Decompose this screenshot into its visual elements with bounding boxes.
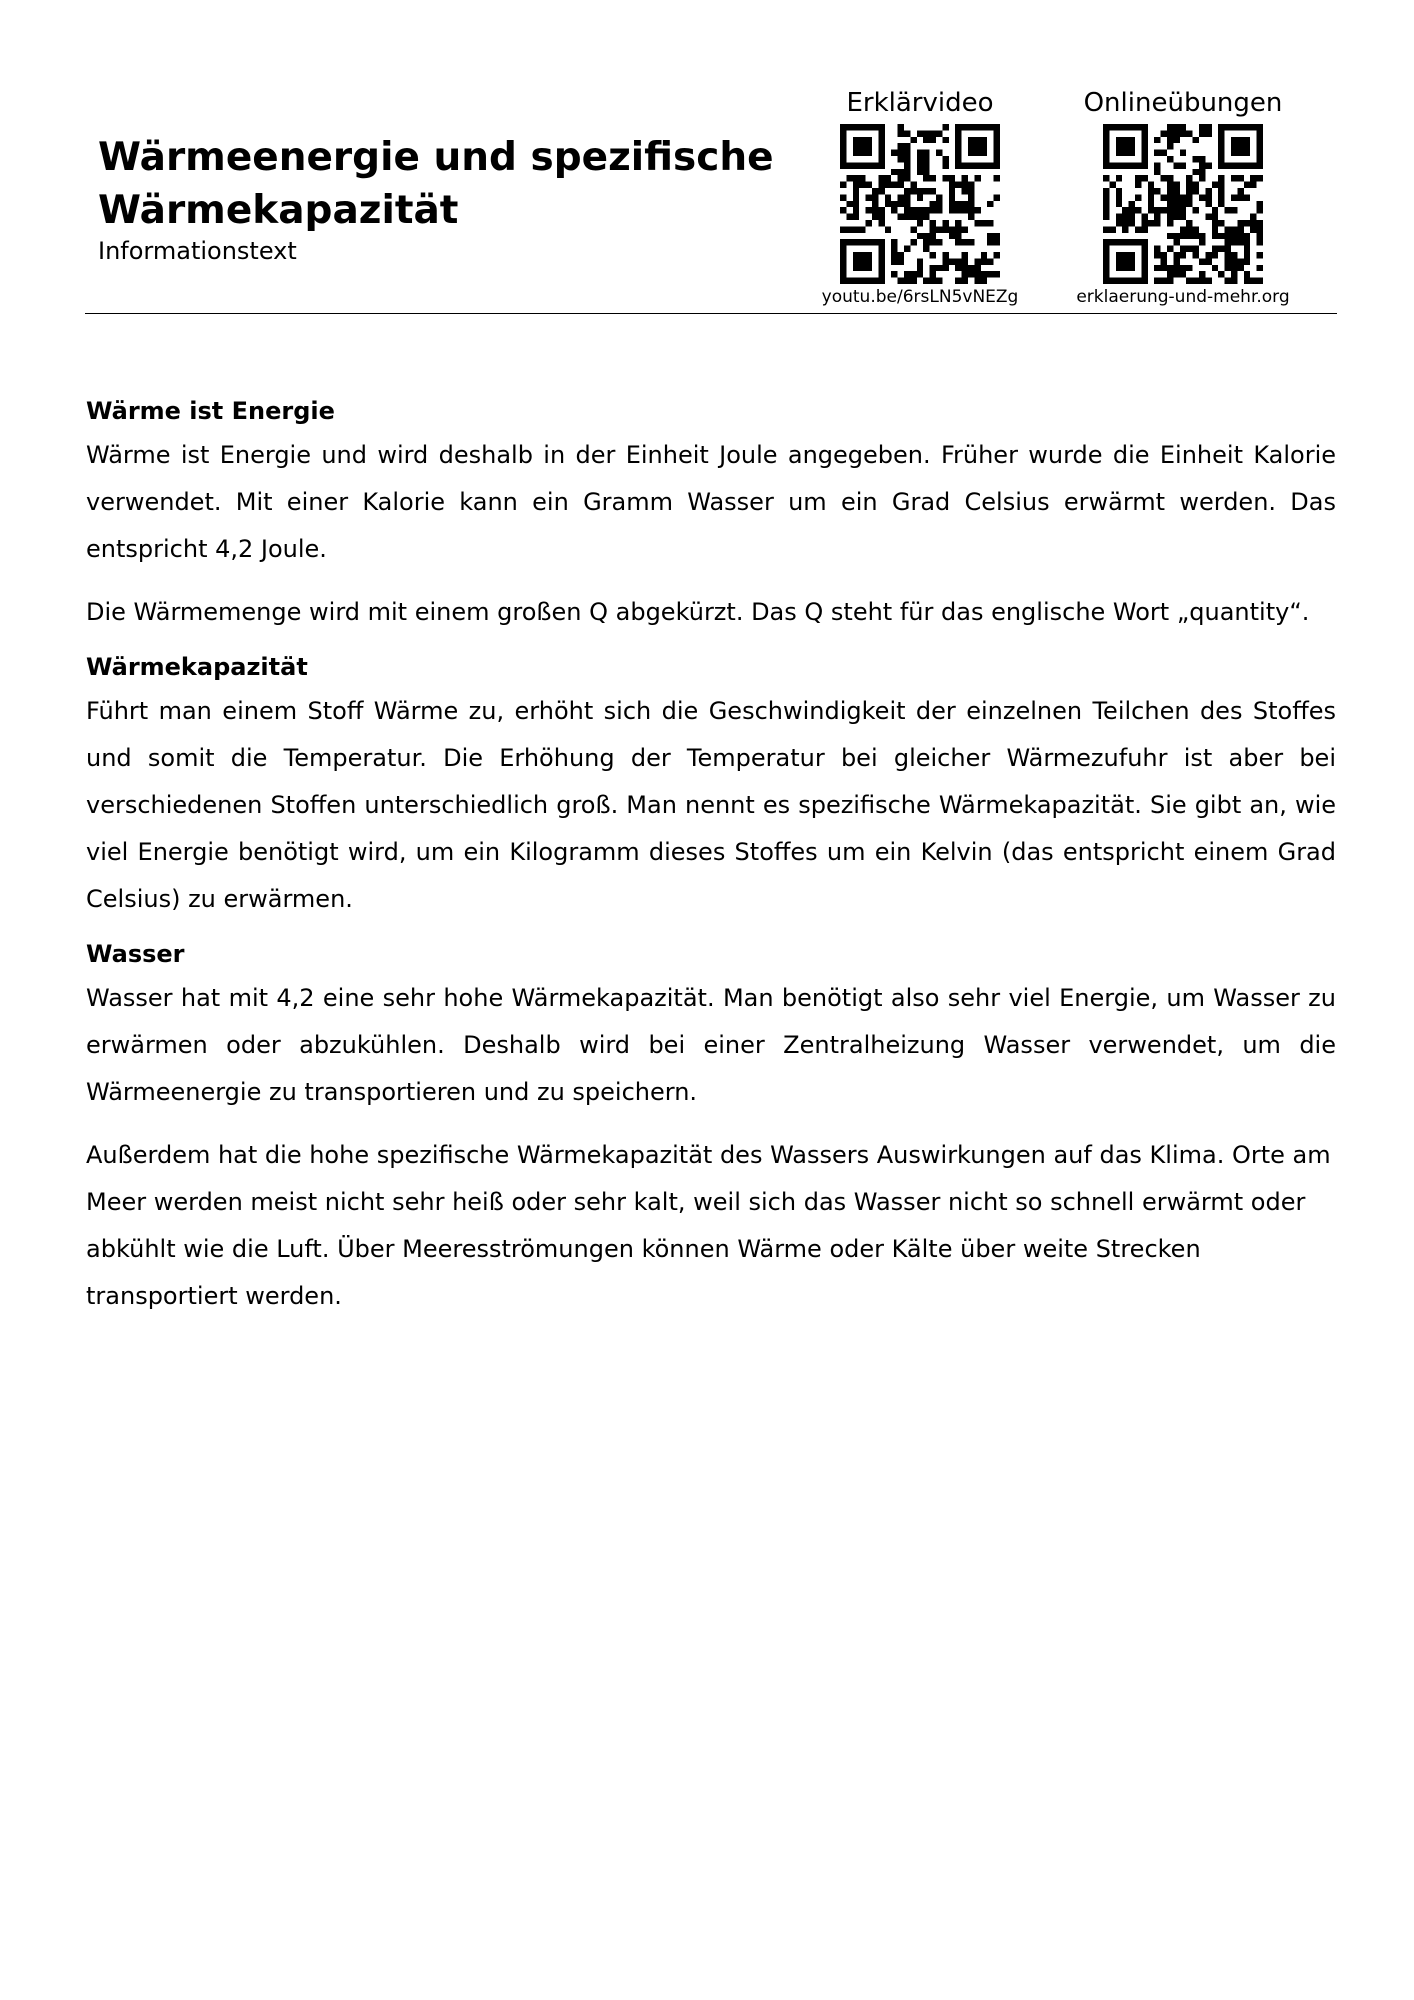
section-heading: Wasser	[86, 940, 185, 968]
paragraph: Wasser hat mit 4,2 eine sehr hohe Wärmekapazität. Man benötigt also sehr viel Energie, um Wasser zu erwärmen oder abzukühlen. Deshalb wird bei einer Zentralheizung Wasser verwendet, um die Wärmeenergie zu transportieren und zu speichern.	[86, 984, 1336, 1106]
section-wasser	[86, 939, 1336, 1320]
section-waerme-ist-energie	[86, 396, 1336, 636]
qr-code-icon[interactable]	[840, 124, 1000, 284]
page-subtitle: Informationstext	[98, 237, 297, 265]
section-heading: Wärme ist Energie	[86, 397, 335, 425]
qr-code-icon[interactable]	[1103, 124, 1263, 284]
qr-label-video: Erklärvideo	[846, 88, 994, 118]
main-content	[86, 396, 1336, 1336]
qr-url-online[interactable]: erklaerung-und-mehr.org	[1076, 287, 1290, 307]
paragraph: Führt man einem Stoff Wärme zu, erhöht sich die Geschwindigkeit der einzelnen Teilchen des Stoffes und somit die Temperatur. Die Erhöhung der Temperatur bei gleicher Wärmezufuhr ist aber bei verschiedenen Stoffen unterschiedlich groß. Man nennt es spezifische Wärmekapazität. Sie gibt an, wie viel Energie benötigt wird, um ein Kilogramm dieses Stoffes um ein Kelvin (das entspricht einem Grad Celsius) zu erwärmen.	[86, 697, 1336, 913]
paragraph: Die Wärmemenge wird mit einem großen Q abgekürzt. Das Q steht für das englische Wort „quantity“.	[86, 598, 1310, 626]
qr-label-online: Onlineübungen	[1083, 88, 1283, 118]
qr-url-video[interactable]: youtu.be/6rsLN5vNEZg	[821, 287, 1019, 307]
qr-block-video	[800, 86, 1040, 308]
qr-block-online	[1063, 86, 1303, 308]
section-heading: Wärmekapazität	[86, 653, 308, 681]
header-divider	[85, 313, 1337, 314]
page-title: Wärmeenergie und spezifische Wärmekapazität	[98, 135, 774, 233]
paragraph: Außerdem hat die hohe spezifische Wärmekapazität des Wassers Auswirkungen auf das Klima. Orte am Meer werden meist nicht sehr heiß oder sehr kalt, weil sich das Wasser nicht so schnell erwärmt oder abkühlt wie die Luft. Über Meeresströmungen können Wärme oder Kälte über weite Strecken transportiert werden.	[86, 1141, 1331, 1310]
paragraph: Wärme ist Energie und wird deshalb in der Einheit Joule angegeben. Früher wurde die Einheit Kalorie verwendet. Mit einer Kalorie kann ein Gramm Wasser um ein Grad Celsius erwärmt werden. Das entspricht 4,2 Joule.	[86, 441, 1336, 563]
section-waermekapazitaet	[86, 652, 1336, 923]
